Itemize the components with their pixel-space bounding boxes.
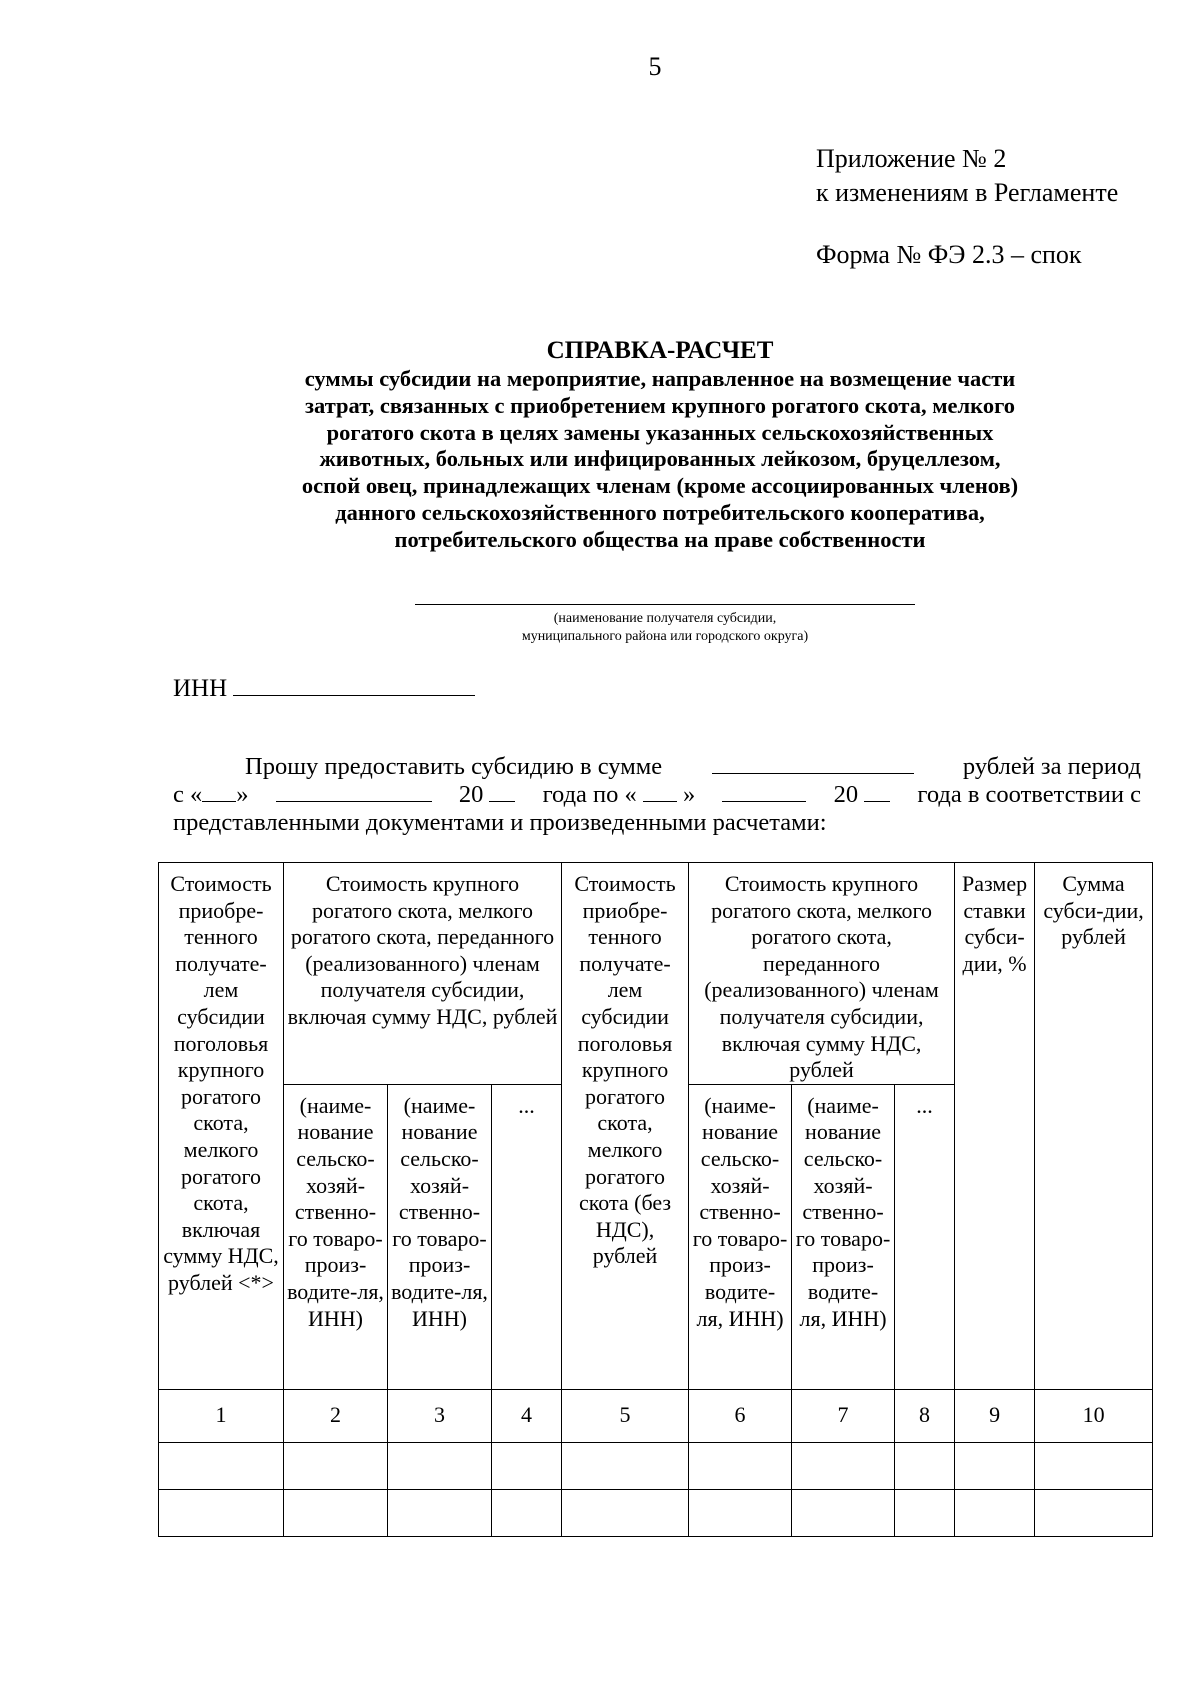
form-number: Форма № ФЭ 2.3 – спок [816, 240, 1082, 269]
request-year-accordance: года в соответствии с [917, 781, 1141, 808]
table-header-row [159, 863, 1153, 1085]
table-cell[interactable] [492, 1442, 562, 1489]
title-main: СПРАВКА-РАСЧЕТ [546, 337, 774, 364]
col7-subheader: (наиме-нование сельско-хозяй-ственно-го товаро-произ-водите-ля, ИНН) [792, 1084, 895, 1389]
title-line: потребительского общества на праве собственности [394, 526, 926, 552]
date-from-day-field[interactable] [202, 781, 236, 802]
table-cell[interactable] [895, 1489, 955, 1536]
year-prefix-1: 20 [458, 781, 484, 808]
request-paragraph [173, 753, 1141, 837]
table-cell[interactable] [1035, 1442, 1153, 1489]
table-cell[interactable] [955, 1442, 1035, 1489]
table-cell[interactable] [159, 1442, 284, 1489]
date-to-close: » [683, 781, 696, 808]
table-cell[interactable] [689, 1442, 792, 1489]
calculation-table [158, 862, 1153, 1537]
table-cell[interactable] [388, 1442, 492, 1489]
table-cell[interactable] [284, 1442, 388, 1489]
table-cell[interactable] [562, 1489, 689, 1536]
column-number: 7 [792, 1389, 895, 1442]
col9-header: Размер ставки субси-дии, % [955, 863, 1035, 1390]
page-number: 5 [648, 52, 662, 81]
col10-header: Сумма субси-дии, рублей [1035, 863, 1153, 1390]
date-from-month-field[interactable] [276, 781, 432, 802]
table-row [159, 1489, 1153, 1536]
table-cell[interactable] [895, 1442, 955, 1489]
date-from-open: с « [173, 781, 203, 808]
column-number: 3 [388, 1389, 492, 1442]
col2-subheader: (наиме-нование сельско-хозяй-ственно-го товаро-произ-водите-ля, ИНН) [284, 1084, 388, 1389]
col1-header: Стоимость приобре-тенного получате-лем субсидии поголовья крупного рогатого скота, мелкого рогатого скота, включая сумму НДС, рублей <*> [159, 863, 284, 1390]
title-line: данного сельскохозяйственного потребительского кооператива, [335, 499, 985, 525]
column-number-row [159, 1389, 1153, 1442]
year-from-field[interactable] [489, 781, 515, 802]
table-cell[interactable] [562, 1442, 689, 1489]
table-cell[interactable] [792, 1442, 895, 1489]
column-number: 6 [689, 1389, 792, 1442]
column-number: 5 [562, 1389, 689, 1442]
date-to-day-field[interactable] [643, 781, 677, 802]
table-cell[interactable] [689, 1489, 792, 1536]
recipient-caption-line-2: муниципального района или городского округа) [521, 629, 809, 644]
column-number: 2 [284, 1389, 388, 1442]
title-line: рогатого скота в целях замены указанных сельскохозяйственных [326, 419, 994, 445]
inn-row [173, 673, 475, 703]
title-line: оспой овец, принадлежащих членам (кроме ассоциированных членов) [301, 473, 1019, 499]
column-number: 10 [1035, 1389, 1153, 1442]
subsidy-amount-field[interactable] [712, 753, 914, 774]
table-cell[interactable] [792, 1489, 895, 1536]
column-number: 4 [492, 1389, 562, 1442]
title-line: затрат, связанных с приобретением крупного рогатого скота, мелкого [305, 392, 1015, 418]
recipient-caption-line-1: (наименование получателя субсидии, [553, 611, 777, 626]
appendix-line-1: Приложение № 2 [816, 144, 1007, 173]
col8-subheader: ... [895, 1084, 955, 1389]
table-cell[interactable] [955, 1489, 1035, 1536]
col2-4-header: Стоимость крупного рогатого скота, мелкого рогатого скота, переданного (реализованного) членам получателя субсидии, включая сумму НДС, рублей [284, 863, 562, 1085]
document-title [150, 336, 1170, 554]
request-rubles-period: рублей за период [962, 753, 1141, 780]
appendix-line-2: к изменениям в Регламенте [816, 178, 1119, 207]
table-cell[interactable] [1035, 1489, 1153, 1536]
inn-label: ИНН [173, 675, 228, 702]
inn-field[interactable] [233, 673, 475, 696]
recipient-caption [380, 610, 950, 646]
column-number: 8 [895, 1389, 955, 1442]
request-year-to: года по « [542, 781, 637, 808]
year-prefix-2: 20 [833, 781, 859, 808]
col6-subheader: (наиме-нование сельско-хозяй-ственно-го товаро-произ-водите-ля, ИНН) [689, 1084, 792, 1389]
table-cell[interactable] [284, 1489, 388, 1536]
column-number: 1 [159, 1389, 284, 1442]
column-number: 9 [955, 1389, 1035, 1442]
table-cell[interactable] [388, 1489, 492, 1536]
date-to-month-field[interactable] [722, 781, 806, 802]
request-line-3: представленными документами и произведенными расчетами: [173, 809, 827, 836]
date-from-close: » [236, 781, 249, 808]
table-cell[interactable] [492, 1489, 562, 1536]
recipient-name-field[interactable] [415, 604, 915, 605]
table-row [159, 1442, 1153, 1489]
col4-subheader: ... [492, 1084, 562, 1389]
col6-8-header: Стоимость крупного рогатого скота, мелкого рогатого скота, переданного (реализованного) членам получателя субсидии, включая сумму НДС, рублей [689, 863, 955, 1085]
title-line: суммы субсидии на мероприятие, направленное на возмещение части [304, 366, 1016, 391]
request-prefix: Прошу предоставить субсидию в сумме [245, 753, 663, 780]
table-cell[interactable] [159, 1489, 284, 1536]
year-to-field[interactable] [864, 781, 890, 802]
title-line: животных, больных или инфицированных лейкозом, бруцеллезом, [319, 446, 1001, 472]
appendix-note [816, 142, 1118, 210]
col3-subheader: (наиме-нование сельско-хозяй-ственно-го товаро-произ-водите-ля, ИНН) [388, 1084, 492, 1389]
col5-header: Стоимость приобре-тенного получате-лем субсидии поголовья крупного рогатого скота, мелкого рогатого скота (без НДС), рублей [562, 863, 689, 1390]
